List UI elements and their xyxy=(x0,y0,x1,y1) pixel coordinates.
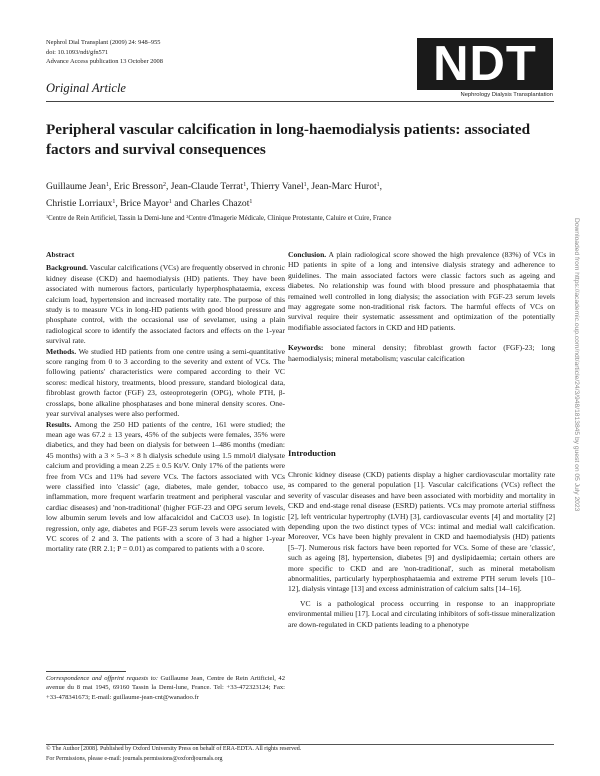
introduction-heading: Introduction xyxy=(288,448,336,458)
logo-subtitle: Nephrology Dialysis Transplantation xyxy=(460,92,553,98)
permissions-line: For Permissions, please e-mail: journals.permissions@oxfordjournals.org xyxy=(46,755,223,762)
abstract-column xyxy=(46,250,285,555)
logo-text: NDT xyxy=(417,38,553,90)
journal-logo xyxy=(417,38,553,101)
author: Guillaume Jean$^1$ xyxy=(46,181,109,192)
advance-access-date: Advance Access publication 13 October 2008 xyxy=(46,58,163,66)
copyright-footer xyxy=(46,745,301,765)
introduction-paragraph: VC is a pathological process occurring in response to an inappropriate environmental milieu [17]. Local and circulating inhibitors of soft-tissue mineralization are down-regulated in CKD patients leading to a phenotype xyxy=(288,598,555,629)
correspondence-note: Correspondence and offprint requests to: Guillaume Jean, Centre de Rein Artificiel, 42 avenue du 8 mai 1945, 69160 Tassin la Demi-lune, France. Tel: +33-472323124; Fax: +33-478341673; E-mail: guillaume-jean-cnt@wanadoo.fr xyxy=(46,675,285,701)
abstract-results: Results. Among the 250 HD patients of the centre, 161 were studied; the mean age was 67.2 ± 13 years, 45% of the subjects were females, 35% were diabetics, and they had been on dialysis for between 1–486 months (median: 45 months) with a 3 × 5–3 × 8 h dialysis schedule using 1.5 mmol/l dialysate calcium and providing a mean 2.25 ± 0.5 Kt/V. Only 17% of the patients were free from VCs and 11% had severe VCs. The factors associated with VCs were classified into 'classic' (age, diabetes, male gender, tobacco use, inflammation, more frequent warfarin treatment and peripheral vascular and cardiac diseases) and 'non-traditional' (higher FGF-23 and OPG serum levels, low albumin serum levels and low alfacalcidol and CaCO3 use). In logistic regression, only age, diabetes and FGF-23 serum levels were associated with VC scores of 2 and 3. The patients with a score of 3 had a higher 1-year mortality rate (RR 2.1; P = 0.01) as compared to patients with a 0 score. xyxy=(46,419,285,554)
introduction-paragraph: Chronic kidney disease (CKD) patients display a higher cardiovascular mortality rate as compared to the general population [1]. Vascular calcifications (VCs) reflect the severity of vascular diseases and have been associated with morbidity and mortality in CKD and end-stage renal disease (ESRD) patients. VCs may promote arterial stiffness [2], left ventricular hypertrophy (LVH) [3], cardiovascular events [4] and mortality [2] depending upon the two distinct types of VCs: intimal and medial wall calcification. Moreover, VCs have been highly prevalent in CKD and haemodialysis (HD) patients [5–7]. Numerous risk factors have been reported for VCs. Some of these are 'classic', such as ageing [8], hypertension, diabetes [9] and dyslipidaemia; certain others are more specific to CKD and are 'non-traditional', such as mineral metabolism abnormalities, particularly hyperphosphataemia and extreme PTH serum levels [10–12], dialysis vintage [13] and excess administration of calcium salts [14–16]. xyxy=(288,470,555,594)
abstract-heading: Abstract xyxy=(46,250,75,259)
author: Charles Chazot$^1$ xyxy=(190,198,253,209)
article-type: Original Article xyxy=(46,81,126,95)
author: Thierry Vanel$^1$ xyxy=(250,181,307,192)
author: Jean-Marc Hurot$^1$ xyxy=(311,181,380,192)
introduction-body xyxy=(288,470,555,630)
keywords: Keywords: bone mineral density; fibroblast growth factor (FGF)-23; long haemodialysis; mineral metabolism; vascular calcification xyxy=(288,343,555,363)
abstract-background: Background. Vascular calcifications (VCs) are frequently observed in chronic kidney disease (CKD) and haemodialysis (HD) patients. They have been associated with numerous factors, particularly hyperphosphataemia, excess calcium load, hypertension and increased mortality rate. The purpose of this study is to measure VCs in long-HD patients with good blood pressure and phosphate control, with the occasional use of sevelamer, using a plain radiological score to identify the associated factors and effects on the 1-year survival rate. xyxy=(46,263,285,346)
affiliations: $^1$Centre de Rein Artificiel, Tassin la Demi-lune and $^2$Centre d'Imagerie Médicale, Clinique Protestante, Caluire et Cuire, France xyxy=(46,213,392,222)
journal-citation: Nephrol Dial Transplant (2009) 24: 948–955 xyxy=(46,39,161,46)
journal-meta xyxy=(46,38,163,67)
footnote-rule xyxy=(46,671,126,672)
author: Eric Bresson$^2$ xyxy=(113,181,166,192)
header-rule xyxy=(46,101,554,102)
author-list: Guillaume Jean$^1$, Eric Bresson$^2$, Jean-Claude Terrat$^1$, Thierry Vanel$^1$, Jean-Marc Hurot$^1$, Christie Lorriaux$^1$, Brice Mayor$^1$ and Charles Chazot$^1$ xyxy=(46,181,383,209)
article-title: Peripheral vascular calcification in long-haemodialysis patients: associated factors and survival consequences xyxy=(46,121,531,158)
doi[interactable]: doi: 10.1093/ndt/gfn571 xyxy=(46,48,109,56)
abstract-conclusion: Conclusion. A plain radiological score showed the high prevalence (83%) of VCs in HD patients in spite of a long and intensive dialysis strategy and adherence to guidelines. The main associated factors were classic factors such as ageing and diabetes. No relationship was found with blood pressure and phosphataemia that remained well controlled in long dialysis; the association with FGF-23 serum levels may aggregate some non-traditional risk factors. The harmful effects of VCs on survival require their systematic assessment and optimization of the potentially modifiable associated factors in CKD and HD patients. xyxy=(288,250,555,332)
author: Christie Lorriaux$^1$ xyxy=(46,198,116,209)
author: Brice Mayor$^1$ xyxy=(120,198,172,209)
abstract-continued-column xyxy=(288,250,555,364)
abstract-methods: Methods. We studied HD patients from one centre using a semi-quantitative score ranging from 0 to 3 according to the severity and extent of VCs. The following patients' characteristics were compared according to their VC scores: medical history, treatments, blood pressure, standard biological data, fibroblast growth factor (FGF) 23, osteoprotegerin (OPG), whole PTH, β-crosslaps, bone alkaline phosphatases and bone mineral density scores. One-year survival analyses were also performed. xyxy=(46,346,285,419)
author: Jean-Claude Terrat$^1$ xyxy=(170,181,247,192)
copyright-line: © The Author [2008]. Published by Oxford University Press on behalf of ERA-EDTA. All rights reserved. xyxy=(46,746,302,752)
